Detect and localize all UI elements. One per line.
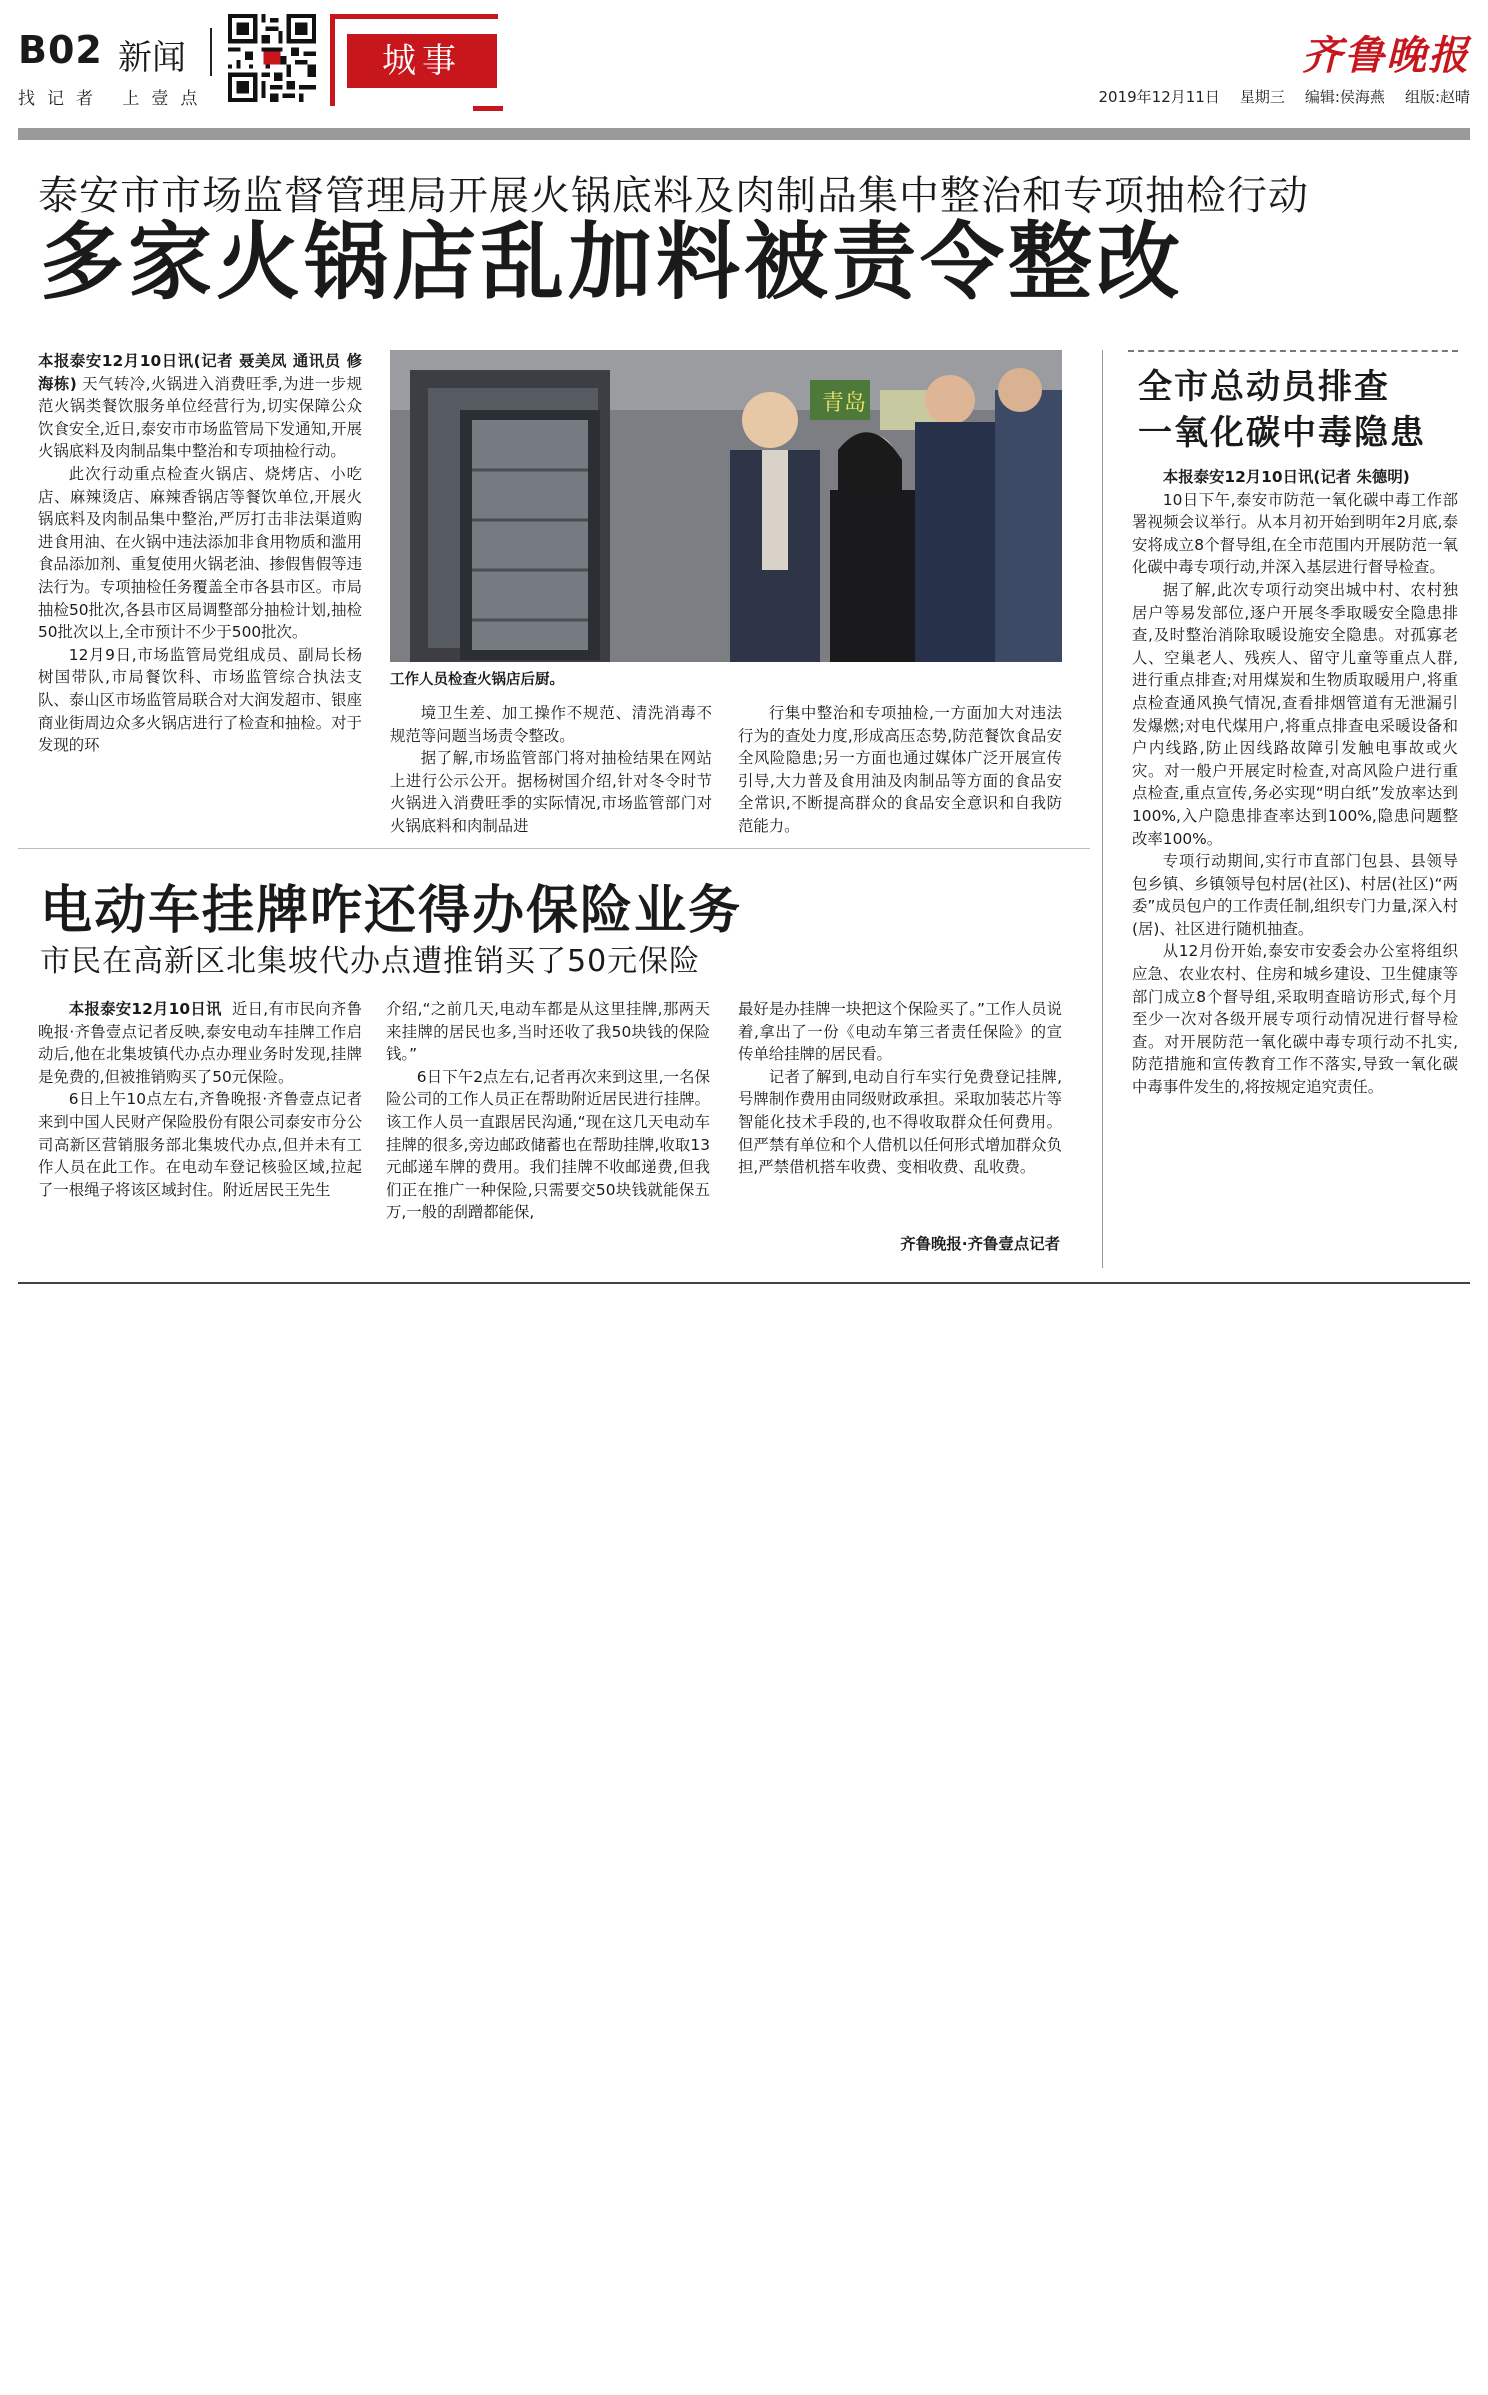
lead-paragraph: 12月9日,市场监管局党组成员、副局长杨树国带队,市局餐饮科、市场监管综合执法支队、泰山区市场监管局联合对大润发超市、银座商业街周边众多火锅店进行了检查和抽检。对于发现的环 xyxy=(38,645,362,755)
story-separator xyxy=(18,848,1090,849)
story2-paragraph: 记者了解到,电动自行车实行免费登记挂牌,号牌制作费用由同级财政承担。采取加装芯片等智能化技术手段的,也不得收取群众任何费用。但严禁有单位和个人借机以任何形式增加群众负担,严禁借机搭车收费、变相收费、乱收费。 xyxy=(738,1067,1062,1177)
qr-code-icon[interactable] xyxy=(226,14,318,102)
side-title-line-2: 一氧化碳中毒隐患 xyxy=(1138,413,1426,453)
story2-subheadline: 市民在高新区北集坡代办点遭推销买了50元保险 xyxy=(40,944,701,979)
masthead-tagline: 找记者 上壹点 xyxy=(18,89,210,109)
lead-column-1 xyxy=(38,350,362,757)
lead-paragraph: 据了解,市场监管部门将对抽检结果在网站上进行公示公开。据杨树国介绍,针对冬令时节火锅进入消费旺季的实际情况,市场监管部门对火锅底料和肉制品进 xyxy=(390,749,712,835)
story2-paragraph: 最好是办挂牌一块把这个保险买了。”工作人员说着,拿出了一份《电动车第三者责任保险》的宣传单给挂牌的居民看。 xyxy=(738,1000,1062,1064)
lead-paragraph: 境卫生差、加工操作不规范、清洗消毒不规范等问题当场责令整改。 xyxy=(390,704,712,745)
story2-paragraph: 本报泰安12月10日讯 近日,有市民向齐鲁晚报·齐鲁壹点记者反映,泰安电动车挂牌工作启动后,他在北集坡镇代办点办理业务时发现,挂牌是免费的,但被推销购买了50元保险。 xyxy=(38,1000,362,1086)
column-divider xyxy=(1102,350,1103,1268)
lead-paragraph: 此次行动重点检查火锅店、烧烤店、小吃店、麻辣烫店、麻辣香锅店等餐饮单位,开展火锅底料及肉制品集中整治,严厉打击非法渠道购进食用油、在火锅中违法添加非食用物质和滥用食品添加剂、重复使用火锅老油、掺假售假等违法行为。专项抽检任务覆盖全市各县市区。市局抽检50批次,各县市区局调整部分抽检计划,抽检50批次以上,全市预计不少于500批次。 xyxy=(38,464,362,642)
side-story-paragraph: 从12月份开始,泰安市安委会办公室将组织应急、农业农村、住房和城乡建设、卫生健康等部门成立8个督导组,采取明查暗访形式,每个月至少一次对各级开展专项行动情况进行督导检查。对开展防范一氧化碳中毒专项行动不扎实,防范措施和宣传教育工作不落实,导致一氧化碳中毒事件发生的,将按规定追究责任。 xyxy=(1132,942,1458,1097)
side-story-byline: 本报泰安12月10日讯(记者 朱德明) xyxy=(1162,468,1410,486)
story2-column-2 xyxy=(386,998,710,1224)
dateline xyxy=(1099,86,1471,107)
lead-kicker: 泰安市市场监督管理局开展火锅底料及肉制品集中整治和专项抽检行动 xyxy=(38,173,1309,219)
story2-byline: 本报泰安12月10日讯 xyxy=(68,1000,222,1018)
page-editor: 编辑:侯海燕 xyxy=(1304,88,1385,106)
side-story-paragraph: 据了解,此次专项行动突出城中村、农村独居户等易发部位,逐户开展冬季取暖安全隐患排查,及时整治消除取暖设施安全隐患。对孤寡老人、空巢老人、残疾人、留守儿童等重点人群,进行重点排查;对用煤炭和生物质取暖用户,将重点检查通风换气情况,查看排烟管道有无泄漏引发爆燃;对电代煤用户,将重点排查电采暖设备和户内线路,防止因线路故障引发触电事故或火灾。对一般户开展定时检查,对高风险户进行重点检查,重点宣传,务必实现“明白纸”发放率达到100%,入户隐患排查率达到100%,隐患问题整改率100%。 xyxy=(1132,580,1458,848)
lead-photo[interactable] xyxy=(390,350,1062,662)
side-story-top-rule xyxy=(1128,350,1458,352)
story2-paragraph: 介绍,“之前几天,电动车都是从这里挂牌,那两天来挂牌的居民也多,当时还收了我50块钱的保险钱。” xyxy=(386,1000,710,1064)
side-story-headline xyxy=(1138,364,1426,456)
masthead-rule xyxy=(18,128,1470,140)
story2-signoff: 齐鲁晚报·齐鲁壹点记者 xyxy=(900,1235,1060,1253)
lead-column-2 xyxy=(390,702,712,838)
lead-paragraph: 本报泰安12月10日讯(记者 聂美凤 通讯员 修海栋) 天气转冷,火锅进入消费旺季,为进一步规范火锅类餐饮服务单位经营行为,切实保障公众饮食安全,近日,泰安市市场监管局下发通知,开展火锅底料及肉制品集中整治和专项抽检行动。 xyxy=(38,352,362,461)
lead-column-3 xyxy=(738,702,1062,838)
side-story-paragraph: 10日下午,泰安市防范一氧化碳中毒工作部署视频会议举行。从本月初开始到明年2月底,泰安将成立8个督导组,在全市范围内开展防范一氧化碳中毒专项行动,并深入基层进行督导检查。 xyxy=(1132,490,1458,577)
story2-paragraph: 6日下午2点左右,记者再次来到这里,一名保险公司的工作人员正在帮助附近居民进行挂牌。该工作人员一直跟居民沟通,“现在这几天电动车挂牌的很多,旁边邮政储蓄也在帮助挂牌,收取13元邮递车牌的费用。我们挂牌不收邮递费,但我们正在推广一种保险,只需要交50块钱就能保五万,一般的刮蹭都能保, xyxy=(386,1067,710,1222)
masthead-divider xyxy=(210,28,212,76)
page-number: B02 xyxy=(18,28,103,72)
side-title-line-1: 全市总动员排查 xyxy=(1138,367,1390,407)
photo-shop-sign: 青岛 xyxy=(822,391,867,416)
section-name: 新闻 xyxy=(118,38,186,78)
side-story-paragraph: 专项行动期间,实行市直部门包县、县领导包乡镇、乡镇领导包村居(社区)、村居(社区)“两委”成员包户的工作责任制,组织专门力量,深入村(居)、社区进行随机抽查。 xyxy=(1132,852,1458,938)
newspaper-logo: 齐鲁晚报 xyxy=(1302,32,1470,79)
lead-paragraph: 行集中整治和专项抽检,一方面加大对违法行为的查处力度,形成高压态势,防范餐饮食品安全风险隐患;另一方面也通过媒体广泛开展宣传引导,大力普及食用油及肉制品等方面的食品安全常识,不断提高群众的食品安全意识和自我防范能力。 xyxy=(738,704,1062,835)
lead-headline: 多家火锅店乱加料被责令整改 xyxy=(40,213,1185,311)
photo-caption: 工作人员检查火锅店后厨。 xyxy=(390,672,564,688)
channel-tag: 城事 xyxy=(347,34,497,88)
side-story-column xyxy=(1132,466,1458,1099)
issue-weekday: 星期三 xyxy=(1239,88,1285,106)
story2-column-1 xyxy=(38,998,362,1201)
page-layout-credit: 组版:赵晴 xyxy=(1404,88,1470,106)
story2-paragraph: 6日上午10点左右,齐鲁晚报·齐鲁壹点记者来到中国人民财产保险股份有限公司泰安市分公司高新区营销服务部北集坡代办点,但并未有工作人员在此工作。在电动车登记核验区域,拉起了一根绳子将该区域封住。附近居民王先生 xyxy=(38,1090,362,1199)
page-bottom-rule xyxy=(18,1282,1470,1284)
lead-byline: 本报泰安12月10日讯(记者 聂美凤 通讯员 修海栋) xyxy=(38,352,362,393)
issue-date: 2019年12月11日 xyxy=(1098,88,1220,106)
story2-headline: 电动车挂牌咋还得办保险业务 xyxy=(40,881,743,941)
story2-column-3 xyxy=(738,998,1062,1179)
